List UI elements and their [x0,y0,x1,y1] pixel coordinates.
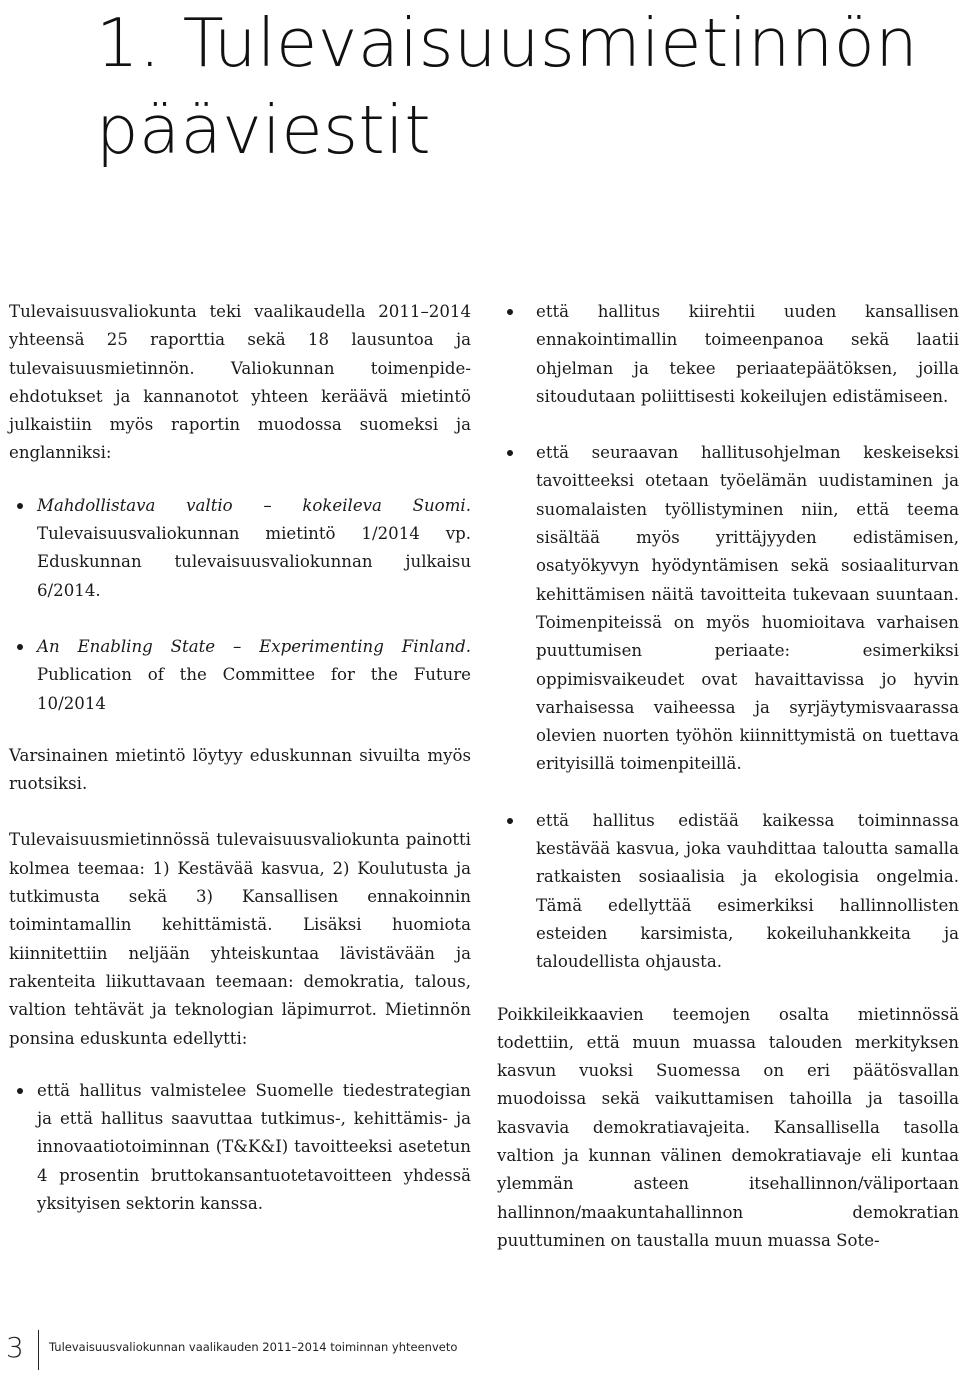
publication-title-finnish: Mahdollistava valtio – kokeileva Suomi. [37,495,471,515]
closing-paragraph: Poikkileikkaavien teemojen osalta mietinnössä todettiin, että muun muassa talouden merkityksen kasvun vuoksi Suomessa on eri päätösvallan muodoissa sekä vaikuttamisen tahoilla ja tasoilla kasvavia demokratiavajeita. Kansallisella tasolla valtion ja kunnan välinen demokratiavaje eli kuntaa ylemmän asteen itsehallinnon/väliportaan hallinnon/maakuntahallinnon demokratian puuttuminen on taustalla muun muassa Sote- [497,1004,959,1250]
requirements-list-right [497,298,959,977]
page-title-line-2: pääviestit [96,91,432,169]
footer-publication-title: Tulevaisuusvaliokunnan vaalikauden 2011–2014 toiminnan yhteenveto [49,1340,458,1354]
publication-list [9,492,471,718]
publication-details-english: Publication of the Committee for the Future 10/2014 [37,665,471,713]
page-title [96,0,936,174]
requirement-item: että hallitus valmistelee Suomelle tiedestrategian ja että hallitus saavuttaa tutkimus-, kehittämis- ja innovaatiotoiminnan (T&K&I) tavoitteeksi asetetun 4 prosentin bruttokansantuotetavoitteen yhdessä yksityisen sektorin kanssa. [9,1077,471,1218]
requirement-item: että hallitus kiirehtii uuden kansallisen ennakointimallin toimeenpanoa sekä laatii ohjelman ja tekee periaatepäätöksen, joilla sitoudutaan poliittisesti kokeilujen edistämiseen. [497,298,959,411]
page-title-line-1: 1. Tulevaisuusmietinnön [96,4,919,82]
publication-item-finnish [9,492,471,605]
footer-divider [38,1330,39,1370]
intro-paragraph: Tulevaisuusvaliokunta teki vaalikaudella 2011–2014 yhteensä 25 raporttia sekä 18 lausuntoa ja tulevaisuusmietinnön. Valiokunnan toimenpide-ehdotukset ja kannanotot yhteen keräävä mietintö julkaistiin myös raportin muodossa suomeksi ja englanniksi: [9,302,471,463]
page-number: 3 [6,1331,24,1364]
publication-details-finnish: Tulevaisuusvaliokunnan mietintö 1/2014 vp. Eduskunnan tulevaisuusvaliokunnan julkaisu 6/2014. [37,524,471,600]
publication-item-english [9,633,471,718]
page-footer [0,1330,960,1370]
themes-paragraph: Tulevaisuusmietinnössä tulevaisuusvaliokunta painotti kolmea teemaa: 1) Kestävää kasvua, 2) Koulutusta ja tutkimusta sekä 3) Kansallisen ennakoinnin toimintamallin kehittämistä. Lisäksi huomiota kiinnitettiin neljään yhteiskuntaa lävistävään ja rakenteita liikuttavaan teemaan: demokratia, talous, valtion tehtävät ja teknologian läpimurrot. Mietinnön ponsina eduskunta edellytti: [9,830,471,1048]
publication-title-english: An Enabling State – Experimenting Finland. [37,636,471,656]
requirement-item: että seuraavan hallitusohjelman keskeiseksi tavoitteeksi otetaan työelämän uudistaminen ja suomalaisten työllistyminen niin, että teema sisältää myös yrittäjyyden edistämisen, osatyökyvyn hyödyntämisen sekä sosiaaliturvan kehittämisen näitä tavoitteita tukevaan suuntaan. Toimenpiteissä on myös huomioitava varhaisen puuttumisen periaate: esimerkiksi oppimisvaikeudet ovat havaittavissa jo hyvin varhaisessa vaiheessa ja syrjäytymisvaarassa olevien nuorten työhön kiinnittymistä on tuettava erityisillä toimenpiteillä. [497,439,959,779]
requirement-item: että hallitus edistää kaikessa toiminnassa kestävää kasvua, joka vauhdittaa taloutta samalla ratkaisten sosiaalisia ja ekologisia ongelmia. Tämä edellyttää esimerkiksi hallinnollisten esteiden karsimista, kokeiluhankkeita ja taloudellista ohjausta. [497,807,959,977]
left-column [9,298,471,1218]
right-column [497,298,959,1255]
swedish-note: Varsinainen mietintö löytyy eduskunnan sivuilta myös ruotsiksi. [9,745,471,794]
requirements-list-left [9,1077,471,1218]
